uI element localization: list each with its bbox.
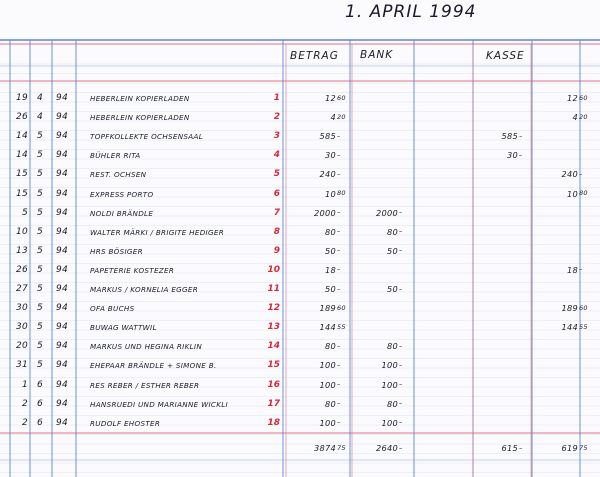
cell-betrag-cents: – [337,341,341,350]
cell-betrag: 80 [324,341,336,352]
cell-month: 6 [36,379,44,390]
cell-betrag: 585 [319,131,336,142]
cell-entry-number: 13 [267,322,280,333]
cell-month: 5 [36,226,44,237]
cell-entry-number: 15 [267,360,280,371]
cell-entry-number: 16 [267,379,280,390]
cell-betrag-cents: – [337,169,341,178]
cell-betrag: 30 [324,150,336,161]
cell-month: 5 [36,188,44,199]
cell-month: 5 [36,303,44,314]
cell-kasse-out-cents: 80 [579,189,588,197]
cell-bank-cents: – [399,380,403,388]
cell-bank: 50 [386,245,398,256]
cell-description: BUWAG WATTWIL [90,323,157,333]
cell-month: 5 [36,341,44,352]
column-header-kasse: KASSE [486,50,525,62]
cell-entry-number: 14 [267,341,280,352]
cell-betrag-cents: – [337,227,341,236]
cell-betrag-cents: – [337,380,341,388]
cell-month: 6 [36,417,44,428]
cell-betrag: 10 [324,188,336,199]
cell-day: 30 [15,322,28,333]
cell-description: NOLDI BRÄNDLE [90,208,154,218]
cell-kasse-out: 240 [561,169,578,180]
cell-description: MARKUS / KORNELIA EGGER [90,285,199,294]
cell-entry-number: 8 [273,226,280,237]
cell-betrag-cents: 55 [337,322,346,331]
cell-description: RUDOLF EHOSTER [90,418,161,428]
cell-betrag: 100 [319,360,336,371]
cell-description: HANSRUEDI UND MARIANNE WICKLI [90,399,228,409]
cell-description: PAPETERIE KOSTEZER [90,265,175,275]
cell-bank-cents: – [399,284,403,293]
cell-entry-number: 18 [267,417,280,428]
total-bank-cents: – [399,443,403,452]
cell-betrag-cents: 20 [337,112,346,121]
cell-description: BÜHLER RITA [90,151,141,161]
cell-year: 94 [56,341,69,352]
cell-day: 13 [15,245,28,256]
cell-betrag: 144 [319,322,336,333]
cell-month: 5 [36,245,44,256]
cell-betrag: 18 [324,264,336,275]
total-kasse-out: 619 [561,443,578,453]
cell-year: 94 [56,245,69,256]
cell-kasse-out: 18 [566,264,578,275]
cell-entry-number: 12 [267,303,280,314]
cell-kasse-out: 10 [566,188,578,199]
cell-description: RES REBER / ESTHER REBER [90,380,200,390]
cell-kasse-out: 12 [566,93,578,103]
cell-day: 14 [15,150,28,161]
cell-entry-number: 5 [273,169,280,180]
cell-description: MARKUS UND HEGINA RIKLIN [90,342,203,352]
cell-bank-cents: – [399,360,403,369]
cell-kasse-out-cents: – [579,265,583,274]
column-header-bank: BANK [360,49,394,61]
cell-bank-cents: – [399,208,403,217]
cell-month: 6 [36,398,44,409]
cell-betrag-cents: – [337,265,341,274]
total-bank: 2640 [375,443,398,453]
cell-year: 94 [56,93,69,103]
cell-betrag: 80 [324,226,336,237]
total-kasse-in: 615 [501,443,518,453]
cell-entry-number: 3 [273,131,280,142]
cell-entry-number: 9 [273,245,280,256]
cell-bank: 100 [381,417,398,428]
cell-bank: 2000 [375,207,398,218]
cell-bank-cents: – [399,227,403,236]
cell-year: 94 [56,379,69,390]
cell-betrag: 80 [324,398,336,409]
cell-betrag: 50 [324,245,336,256]
cell-year: 94 [56,226,69,237]
cell-betrag-cents: 80 [337,189,346,197]
cell-kasse-out: 4 [572,112,578,123]
cell-description: HRS BÖSIGER [90,246,143,256]
cell-day: 5 [21,207,28,218]
cell-year: 94 [56,188,69,199]
cell-month: 5 [36,131,44,142]
cell-betrag-cents: 60 [337,93,346,102]
cell-day: 20 [15,341,28,352]
cell-kasse-in: 30 [506,150,518,161]
cell-description: REST. OCHSEN [90,170,147,180]
cell-kasse-out-cents: 60 [579,303,588,312]
cell-year: 94 [56,398,69,409]
cell-kasse-out: 144 [561,322,578,333]
cell-betrag-cents: – [337,208,341,217]
cell-day: 2 [21,398,28,409]
cell-year: 94 [56,150,69,161]
total-kasse-in-cents: – [519,443,523,452]
cell-description: OFA BUCHS [90,304,135,314]
cell-day: 14 [15,131,28,142]
cell-year: 94 [56,303,69,314]
cell-betrag-cents: 60 [337,303,346,312]
cell-month: 5 [36,169,44,180]
cell-bank: 50 [386,284,398,294]
total-betrag: 3874 [313,443,336,453]
cell-description: WALTER MÄRKI / BRIGITE HEDIGER [90,227,224,237]
cell-kasse-in: 585 [501,131,518,142]
cell-bank-cents: – [399,341,403,350]
cell-betrag: 12 [324,93,336,103]
cell-day: 10 [15,226,28,237]
cell-kasse-out-cents: – [579,169,583,178]
cell-betrag-cents: – [337,418,341,427]
cell-bank: 100 [381,379,398,390]
cell-month: 5 [36,360,44,371]
cell-year: 94 [56,131,69,142]
cell-kasse-in-cents: – [519,131,523,140]
cell-bank-cents: – [399,246,403,255]
cell-day: 19 [15,93,28,103]
cell-month: 4 [36,93,44,103]
cell-entry-number: 7 [273,207,280,218]
cell-entry-number: 4 [273,150,280,161]
cell-betrag: 100 [319,379,336,390]
cell-kasse-out: 189 [561,303,578,314]
cell-description: HEBERLEIN KOPIERLADEN [90,113,190,123]
cell-kasse-out-cents: 55 [579,322,588,331]
cell-bank-cents: – [399,399,403,408]
cell-description: HEBERLEIN KOPIERLADEN [90,94,190,103]
cell-year: 94 [56,322,69,333]
cell-entry-number: 6 [273,188,280,199]
total-betrag-cents: 75 [337,443,346,452]
cell-month: 5 [36,284,44,294]
cell-entry-number: 2 [273,112,280,123]
cell-kasse-out-cents: 20 [579,112,588,121]
cell-description: EHEPAAR BRÄNDLE + SIMONE B. [90,361,217,371]
cell-day: 15 [15,188,28,199]
cell-betrag-cents: – [337,360,341,369]
cell-day: 26 [15,112,28,123]
cell-bank: 80 [386,398,398,409]
column-header-betrag: BETRAG [290,50,339,62]
cell-betrag: 240 [319,169,336,180]
cell-entry-number: 11 [267,284,280,294]
cell-day: 1 [21,379,28,390]
cell-month: 5 [36,322,44,333]
cell-year: 94 [56,169,69,180]
cell-year: 94 [56,207,69,218]
cell-day: 26 [15,264,28,275]
cell-betrag-cents: – [337,399,341,408]
cell-day: 15 [15,169,28,180]
cell-betrag-cents: – [337,284,341,293]
cell-entry-number: 17 [267,398,280,409]
cell-betrag: 50 [324,284,336,294]
cell-year: 94 [56,112,69,123]
cell-month: 4 [36,112,44,123]
cell-bank: 100 [381,360,398,371]
cell-kasse-in-cents: – [519,150,523,159]
cell-kasse-out-cents: 60 [579,93,588,102]
cell-description: EXPRESS PORTO [90,189,154,199]
cell-day: 31 [15,360,28,371]
total-kasse-out-cents: 75 [579,443,588,452]
cell-entry-number: 1 [273,93,280,103]
cell-betrag: 100 [319,417,336,428]
cell-description: TOPFKOLLEKTE OCHSENSAAL [90,132,204,142]
cell-betrag-cents: – [337,131,341,140]
cell-month: 5 [36,207,44,218]
cell-betrag-cents: – [337,150,341,159]
cell-entry-number: 10 [267,264,280,275]
cell-day: 27 [15,284,28,294]
cell-day: 30 [15,303,28,314]
cell-betrag: 189 [319,303,336,314]
cell-year: 94 [56,284,69,294]
cell-year: 94 [56,360,69,371]
cell-month: 5 [36,150,44,161]
cell-betrag: 4 [330,112,336,123]
page-title: 1. APRIL 1994 [345,2,477,22]
cell-betrag-cents: – [337,246,341,255]
cell-year: 94 [56,264,69,275]
cell-year: 94 [56,417,69,428]
cell-month: 5 [36,264,44,275]
cell-bank-cents: – [399,418,403,427]
cell-bank: 80 [386,341,398,352]
cell-bank: 80 [386,226,398,237]
cell-betrag: 2000 [313,207,336,218]
cell-day: 2 [21,417,28,428]
